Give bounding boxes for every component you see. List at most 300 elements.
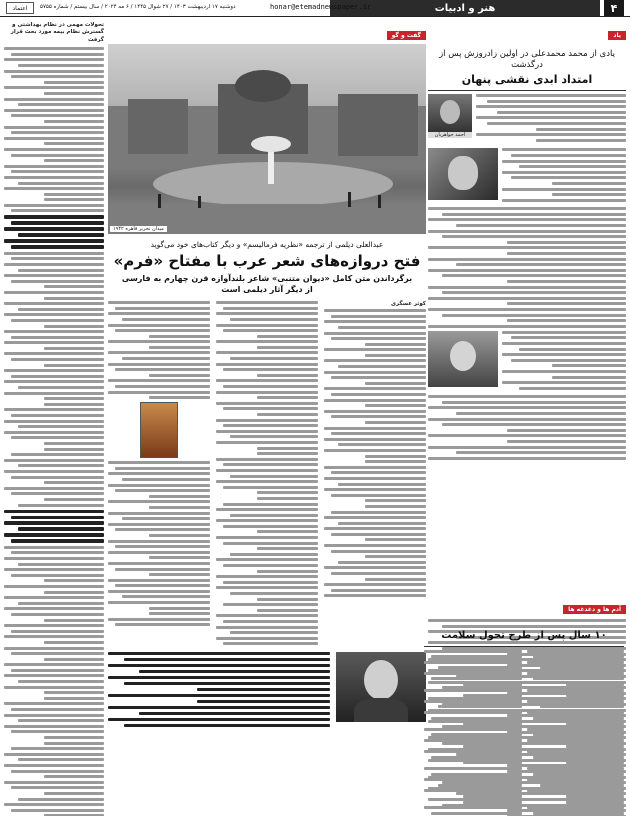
text-line — [533, 773, 624, 776]
text-line — [331, 315, 426, 318]
text-line — [365, 578, 426, 581]
text-line — [428, 434, 626, 437]
text-line — [108, 523, 210, 526]
text-line — [456, 263, 626, 266]
text-line — [149, 506, 210, 509]
text-line — [4, 58, 104, 61]
text-line — [257, 547, 318, 550]
text-line — [338, 443, 426, 446]
text-line — [11, 809, 104, 812]
text-line — [424, 789, 522, 792]
text-line — [431, 655, 522, 658]
text-line — [338, 522, 426, 525]
text-line — [216, 430, 318, 433]
text-line — [44, 364, 104, 367]
text-line — [331, 393, 426, 396]
text-line — [257, 396, 318, 399]
text-line — [527, 711, 625, 714]
text-line — [44, 742, 104, 745]
text-line — [428, 207, 626, 210]
text-line — [115, 489, 210, 492]
text-line — [4, 187, 104, 190]
text-line — [230, 435, 318, 438]
text-line — [108, 484, 210, 487]
text-line — [216, 519, 318, 522]
text-line — [324, 387, 426, 390]
text-line — [216, 614, 318, 617]
text-line — [507, 429, 626, 432]
text-line — [442, 235, 626, 238]
text-line — [442, 213, 626, 216]
text-line — [4, 624, 104, 627]
text-line — [11, 336, 104, 339]
text-line — [44, 481, 104, 484]
main-byline: کوثر عسگری — [390, 301, 426, 308]
text-line — [365, 404, 426, 407]
text-line — [438, 784, 522, 787]
section-email[interactable]: honar@etemadnewspaper.ir — [270, 3, 372, 11]
text-line — [4, 568, 104, 571]
text-line — [223, 542, 318, 545]
author-portrait-photo — [428, 94, 472, 132]
page-number: ۴ — [604, 0, 624, 16]
text-line — [11, 770, 104, 773]
text-line — [230, 475, 318, 478]
text-line — [223, 525, 318, 528]
text-line — [4, 521, 104, 524]
main-kicker: عبدالعلی دیلمی از ترجمه «نظریه فرمالیسم» و دیگر کتاب‌های خود می‌گوید — [150, 240, 384, 249]
text-line — [527, 806, 625, 809]
text-line — [108, 718, 330, 721]
text-line — [149, 495, 210, 498]
text-line — [115, 584, 210, 587]
text-line — [533, 812, 624, 815]
text-line — [331, 471, 426, 474]
text-line — [365, 555, 426, 558]
text-line — [428, 395, 626, 398]
text-line — [552, 364, 626, 367]
text-line — [533, 677, 624, 680]
text-line — [257, 374, 318, 377]
text-line — [4, 408, 104, 411]
main-feature-tag: گفت و گو — [387, 31, 426, 40]
text-line — [442, 401, 626, 404]
text-line — [428, 418, 626, 421]
text-line — [527, 750, 625, 753]
text-line — [149, 534, 210, 537]
text-line — [331, 337, 426, 340]
text-line — [442, 625, 626, 628]
text-line — [331, 589, 426, 592]
text-line — [476, 105, 626, 108]
text-line — [424, 806, 522, 809]
text-line — [4, 369, 104, 372]
text-line — [11, 131, 104, 134]
text-line — [4, 459, 104, 462]
text-line — [4, 137, 104, 140]
text-line — [11, 476, 104, 479]
main-subhead-2: از دیگر آثار دیلمی است — [221, 285, 313, 295]
text-line — [331, 550, 426, 553]
text-line — [18, 182, 104, 185]
text-line — [431, 773, 522, 776]
text-line — [502, 381, 626, 384]
text-line — [223, 620, 318, 623]
text-line — [331, 415, 426, 418]
text-line — [533, 717, 624, 720]
text-line — [4, 546, 104, 549]
text-line — [11, 53, 104, 56]
text-line — [44, 775, 104, 778]
text-line — [428, 218, 626, 221]
text-line — [115, 545, 210, 548]
text-line — [124, 724, 330, 727]
text-line — [365, 499, 426, 502]
text-line — [428, 457, 626, 460]
text-line — [223, 368, 318, 371]
text-line — [4, 686, 104, 689]
text-line — [257, 447, 318, 450]
text-line — [533, 733, 624, 736]
text-line — [4, 352, 104, 355]
text-line — [540, 784, 624, 787]
text-line — [216, 458, 318, 461]
text-line — [566, 795, 625, 798]
text-line — [44, 198, 104, 201]
text-line — [4, 274, 104, 277]
text-line — [527, 689, 625, 692]
text-line — [216, 637, 318, 640]
text-line — [11, 221, 104, 224]
text-line — [216, 441, 318, 444]
text-line — [223, 329, 318, 332]
text-line — [11, 358, 104, 361]
text-line — [324, 583, 426, 586]
text-line — [324, 594, 426, 597]
text-line — [149, 612, 210, 615]
text-line — [4, 585, 104, 588]
text-line — [11, 114, 104, 117]
text-line — [115, 623, 210, 626]
text-line — [44, 285, 104, 288]
text-line — [502, 160, 626, 163]
text-line — [527, 672, 625, 675]
text-line — [122, 357, 210, 360]
text-line — [533, 655, 624, 658]
text-line — [4, 753, 104, 756]
text-line — [511, 176, 626, 179]
text-line — [216, 379, 318, 382]
text-line — [502, 353, 626, 356]
text-line — [108, 694, 330, 697]
text-line — [122, 318, 210, 321]
text-line — [4, 291, 104, 294]
text-line — [507, 440, 626, 443]
main-headline: فتح دروازه‌های شعر عرب با مفتاح «فرم» — [113, 252, 421, 271]
text-line — [216, 351, 318, 354]
text-line — [424, 700, 522, 703]
text-line — [11, 786, 104, 789]
text-line — [18, 386, 104, 389]
text-line — [216, 391, 318, 394]
text-line — [11, 245, 104, 248]
text-line — [18, 308, 104, 311]
text-line — [331, 376, 426, 379]
text-line — [428, 269, 626, 272]
text-line — [428, 246, 626, 249]
text-line — [122, 517, 210, 520]
text-line — [431, 756, 522, 759]
text-line — [463, 683, 522, 686]
text-line — [115, 467, 210, 470]
text-line — [124, 682, 330, 685]
right-column-byline: احمد جواهریان — [428, 132, 472, 138]
text-line — [424, 739, 522, 742]
text-line — [324, 371, 426, 374]
text-line — [497, 111, 626, 114]
text-line — [257, 497, 318, 500]
text-line — [4, 647, 104, 650]
text-line — [324, 410, 426, 413]
text-line — [230, 318, 318, 321]
text-line — [438, 666, 522, 669]
text-line — [4, 47, 104, 50]
text-line — [216, 575, 318, 578]
text-line — [257, 570, 318, 573]
text-line — [566, 722, 625, 725]
text-line — [4, 510, 104, 513]
text-line — [108, 500, 210, 503]
text-line — [139, 712, 330, 715]
text-line — [223, 642, 318, 645]
text-line — [502, 199, 626, 202]
text-line — [230, 631, 318, 634]
text-line — [216, 312, 318, 315]
text-line — [18, 527, 104, 530]
text-line — [566, 694, 625, 697]
text-line — [428, 286, 626, 289]
text-line — [44, 591, 104, 594]
text-line — [44, 120, 104, 123]
text-line — [108, 551, 210, 554]
text-line — [11, 453, 104, 456]
text-line — [527, 789, 625, 792]
text-line — [44, 297, 104, 300]
text-line — [11, 375, 104, 378]
text-line — [44, 159, 104, 162]
text-line — [115, 385, 210, 388]
book-cover-image — [140, 402, 178, 458]
text-line — [476, 133, 626, 136]
text-line — [18, 425, 104, 428]
text-line — [11, 613, 104, 616]
text-line — [4, 148, 104, 151]
text-line — [502, 148, 626, 151]
text-line — [463, 795, 522, 798]
text-line — [442, 291, 626, 294]
text-line — [4, 380, 104, 383]
text-line — [442, 314, 626, 317]
text-line — [11, 75, 104, 78]
text-line — [18, 504, 104, 507]
text-line — [324, 488, 426, 491]
text-line — [216, 508, 318, 511]
text-line — [365, 460, 426, 463]
text-line — [18, 602, 104, 605]
text-line — [502, 171, 626, 174]
text-line — [108, 379, 210, 382]
text-line — [149, 556, 210, 559]
text-line — [338, 561, 426, 564]
text-line — [476, 94, 626, 97]
text-line — [4, 86, 104, 89]
text-line — [431, 812, 522, 815]
text-line — [424, 778, 522, 781]
section-title: هنر و ادبیات — [330, 0, 600, 16]
text-line — [431, 677, 522, 680]
text-line — [115, 368, 210, 371]
text-line — [108, 340, 210, 343]
text-line — [4, 392, 104, 395]
text-line — [540, 666, 624, 669]
text-line — [11, 516, 104, 519]
text-line — [566, 801, 625, 804]
text-line — [197, 688, 330, 691]
text-line — [507, 280, 626, 283]
text-line — [108, 512, 210, 515]
text-line — [44, 641, 104, 644]
text-line — [230, 592, 318, 595]
text-line — [44, 397, 104, 400]
text-line — [566, 683, 625, 686]
text-line — [257, 491, 318, 494]
text-line — [4, 215, 104, 218]
text-line — [527, 700, 625, 703]
text-line — [4, 533, 104, 536]
text-line — [463, 761, 522, 764]
text-line — [4, 109, 104, 112]
text-line — [428, 297, 626, 300]
text-line — [4, 176, 104, 179]
text-line — [4, 239, 104, 242]
text-line — [122, 595, 210, 598]
text-line — [428, 308, 626, 311]
text-line — [216, 586, 318, 589]
text-line — [44, 736, 104, 739]
text-line — [11, 414, 104, 417]
text-line — [4, 714, 104, 717]
text-line — [507, 319, 626, 322]
text-line — [442, 423, 626, 426]
text-line — [44, 92, 104, 95]
text-line — [431, 733, 522, 736]
text-line — [428, 406, 626, 409]
text-line — [324, 449, 426, 452]
text-line — [331, 432, 426, 435]
text-line — [11, 539, 104, 542]
text-line — [552, 376, 626, 379]
text-line — [502, 331, 626, 334]
text-line — [463, 801, 522, 804]
text-line — [11, 747, 104, 750]
text-line — [108, 706, 330, 709]
text-line — [331, 511, 426, 514]
text-line — [216, 363, 318, 366]
text-line — [216, 558, 318, 561]
text-line — [44, 579, 104, 582]
text-line — [230, 553, 318, 556]
text-line — [424, 650, 522, 653]
text-line — [4, 165, 104, 168]
text-line — [11, 630, 104, 633]
text-line — [4, 313, 104, 316]
text-line — [44, 619, 104, 622]
text-line — [216, 340, 318, 343]
text-line — [324, 516, 426, 519]
text-line — [115, 528, 210, 531]
text-line — [44, 658, 104, 661]
main-feature — [108, 22, 426, 820]
text-line — [424, 728, 522, 731]
text-line — [11, 652, 104, 655]
text-line — [257, 413, 318, 416]
text-line — [223, 564, 318, 567]
text-line — [44, 792, 104, 795]
text-line — [487, 122, 627, 125]
text-line — [216, 469, 318, 472]
text-line — [502, 188, 626, 191]
text-line — [108, 618, 210, 621]
text-line — [216, 301, 318, 304]
text-line — [324, 309, 426, 312]
text-line — [18, 64, 104, 67]
text-line — [527, 767, 625, 770]
text-line — [424, 711, 522, 714]
text-line — [11, 280, 104, 283]
text-line — [324, 399, 426, 402]
text-line — [216, 626, 318, 629]
text-line — [507, 302, 626, 305]
text-line — [511, 154, 626, 157]
text-line — [11, 209, 104, 212]
text-line — [11, 436, 104, 439]
text-line — [428, 619, 626, 622]
text-line — [331, 533, 426, 536]
text-line — [552, 193, 626, 196]
text-line — [438, 705, 522, 708]
text-line — [149, 374, 210, 377]
text-line — [108, 562, 210, 565]
text-line — [424, 750, 522, 753]
text-line — [108, 391, 210, 394]
text-line — [11, 257, 104, 260]
text-line — [44, 347, 104, 350]
text-line — [11, 154, 104, 157]
writer-photo-2 — [428, 331, 498, 387]
text-line — [442, 274, 626, 277]
text-line — [223, 581, 318, 584]
text-line — [149, 573, 210, 576]
text-line — [216, 480, 318, 483]
newspaper-logo: اعتماد — [6, 2, 34, 14]
text-line — [11, 492, 104, 495]
date-line: دوشنبه ۱۷ اردیبهشت ۱۴۰۳ / ۲۷ شوال ۱۴۴۵ / ۶ مه ۲۰۲۴ / سال بیستم / شماره ۵۷۵۵ — [40, 4, 236, 10]
text-line — [108, 301, 210, 304]
text-line — [44, 325, 104, 328]
text-line — [324, 359, 426, 362]
text-line — [11, 669, 104, 672]
text-line — [257, 609, 318, 612]
